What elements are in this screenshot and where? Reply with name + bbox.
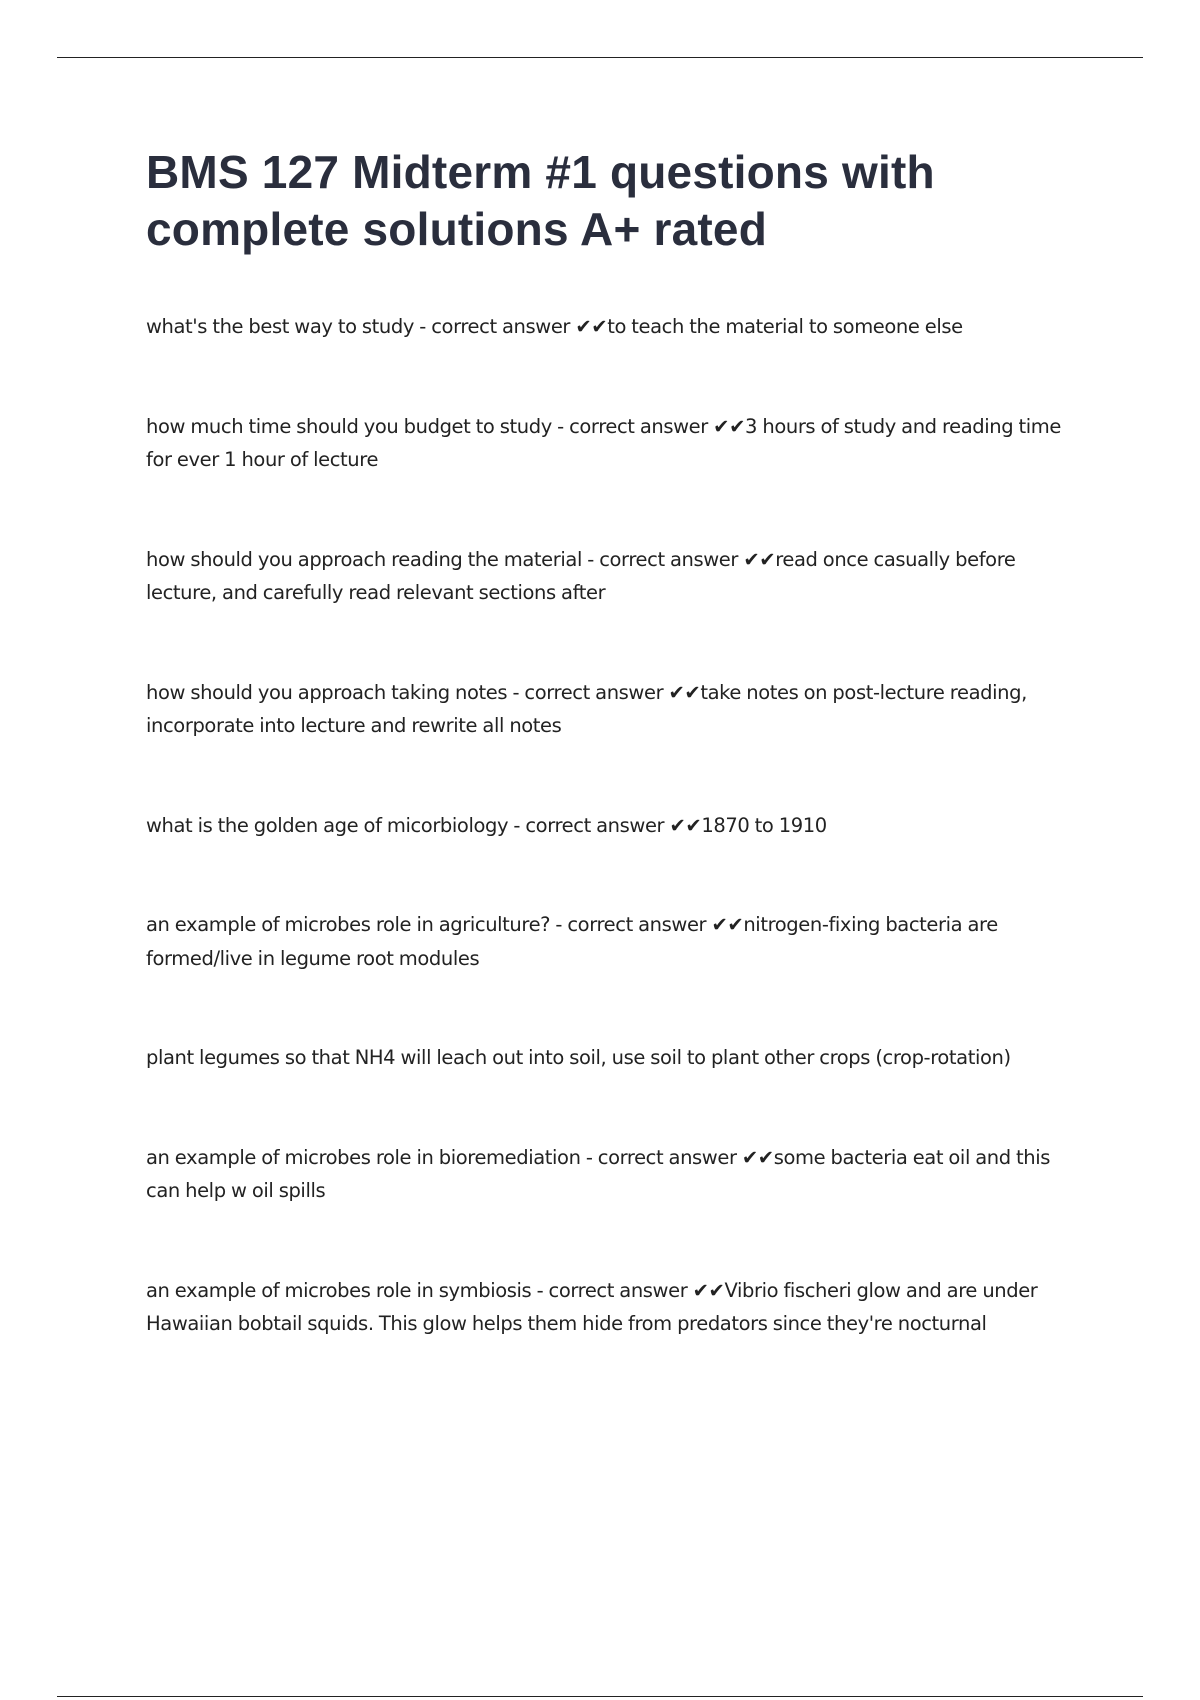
qa-item: how should you approach reading the material - correct answer ✔✔read once casually before lecture, and carefully read relevant sections after [146,547,1016,604]
top-rule [57,57,1143,58]
qa-item: what's the best way to study - correct answer ✔✔to teach the material to someone else [146,315,963,338]
qa-item: plant legumes so that NH4 will leach out into soil, use soil to plant other crops (crop-rotation) [146,1046,1011,1069]
qa-list [146,310,1086,1341]
qa-item: what is the golden age of micorbiology - correct answer ✔✔1870 to 1910 [146,813,827,837]
qa-item: how much time should you budget to study - correct answer ✔✔3 hours of study and reading time for ever 1 hour of lecture [146,414,1061,471]
bottom-rule [57,1696,1143,1697]
qa-item: an example of microbes role in symbiosis - correct answer ✔✔Vibrio fischeri glow and are under Hawaiian bobtail squids. This glow helps them hide from predators since they're nocturnal [146,1278,1038,1335]
qa-item: an example of microbes role in agriculture? - correct answer ✔✔nitrogen-fixing bacteria are formed/live in legume root modules [146,913,998,970]
qa-item: an example of microbes role in bioremediation - correct answer ✔✔some bacteria eat oil and this can help w oil spills [146,1145,1051,1202]
document-body [146,144,1086,1407]
document-title: BMS 127 Midterm #1 questions with complete solutions A+ rated [146,146,935,255]
qa-item: how should you approach taking notes - correct answer ✔✔take notes on post-lecture reading, incorporate into lecture and rewrite all notes [146,680,1027,737]
